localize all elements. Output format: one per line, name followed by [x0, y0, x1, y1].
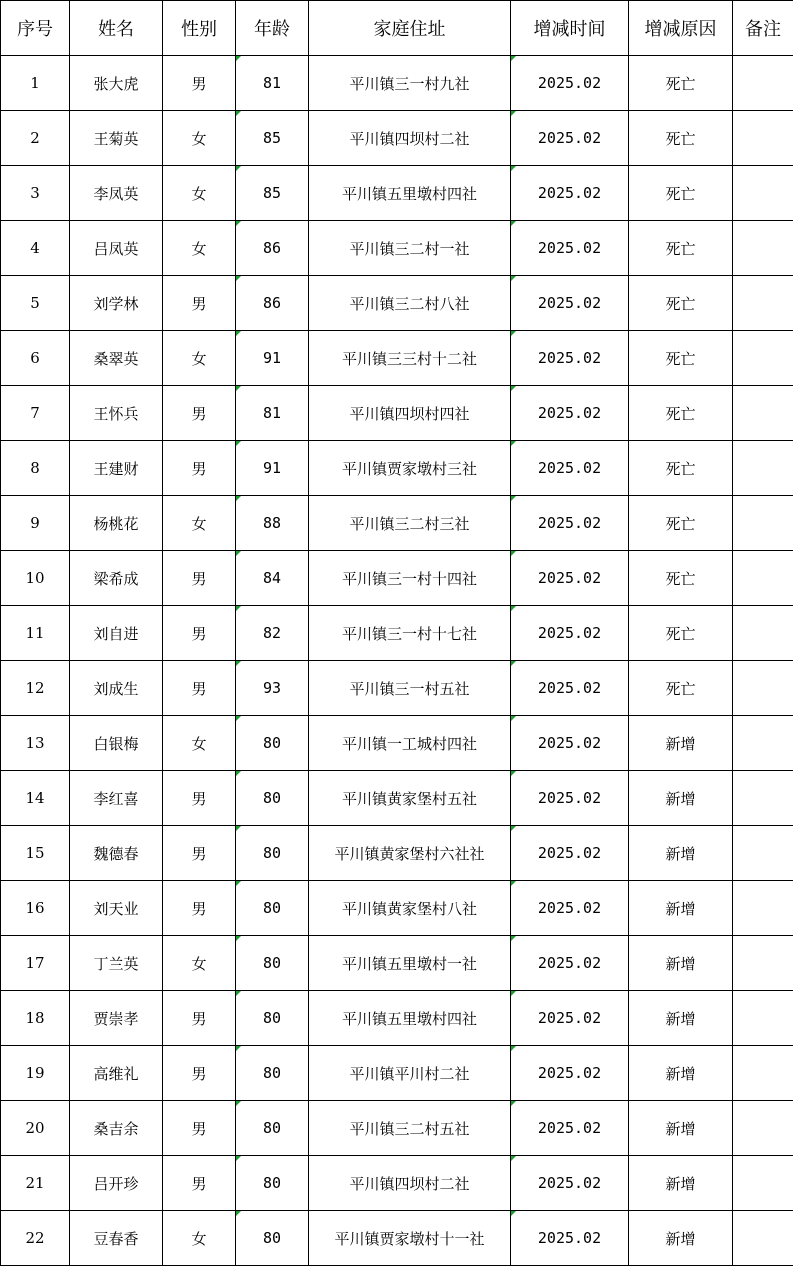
- cell-note[interactable]: [733, 1101, 793, 1156]
- table-row: [1, 166, 793, 221]
- cell-reason[interactable]: 死亡: [629, 441, 733, 496]
- table-row: [1, 386, 793, 441]
- header-cell-reason[interactable]: 增减原因: [629, 1, 733, 56]
- cell-address[interactable]: 平川镇三二村五社: [309, 1101, 511, 1156]
- cell-name[interactable]: 王建财: [70, 441, 163, 496]
- cell-reason[interactable]: 新增: [629, 881, 733, 936]
- cell-name[interactable]: 刘学林: [70, 276, 163, 331]
- cell-address[interactable]: 平川镇三二村一社: [309, 221, 511, 276]
- cell-gender[interactable]: 男: [163, 551, 236, 606]
- cell-note[interactable]: [733, 1156, 793, 1211]
- cell-gender[interactable]: 男: [163, 276, 236, 331]
- cell-note[interactable]: [733, 331, 793, 386]
- cell-name[interactable]: 杨桃花: [70, 496, 163, 551]
- cell-index[interactable]: 4: [1, 221, 70, 276]
- cell-age[interactable]: 85: [236, 166, 309, 221]
- cell-reason[interactable]: 死亡: [629, 166, 733, 221]
- header-cell-age[interactable]: 年龄: [236, 1, 309, 56]
- cell-name[interactable]: 高维礼: [70, 1046, 163, 1101]
- cell-age[interactable]: 81: [236, 56, 309, 111]
- table-row: [1, 496, 793, 551]
- cell-reason[interactable]: 死亡: [629, 551, 733, 606]
- cell-time[interactable]: 2025.02: [511, 936, 629, 991]
- cell-reason[interactable]: 新增: [629, 1101, 733, 1156]
- cell-name[interactable]: 梁希成: [70, 551, 163, 606]
- cell-gender[interactable]: 男: [163, 1046, 236, 1101]
- cell-gender[interactable]: 女: [163, 716, 236, 771]
- cell-address[interactable]: 平川镇三一村五社: [309, 661, 511, 716]
- cell-time[interactable]: 2025.02: [511, 1211, 629, 1266]
- cell-address[interactable]: 平川镇黄家堡村五社: [309, 771, 511, 826]
- cell-name[interactable]: 吕开珍: [70, 1156, 163, 1211]
- cell-index[interactable]: 5: [1, 276, 70, 331]
- cell-index[interactable]: 10: [1, 551, 70, 606]
- cell-reason[interactable]: 死亡: [629, 56, 733, 111]
- cell-gender[interactable]: 男: [163, 441, 236, 496]
- cell-time[interactable]: 2025.02: [511, 991, 629, 1046]
- cell-address[interactable]: 平川镇三一村十四社: [309, 551, 511, 606]
- cell-index[interactable]: 20: [1, 1101, 70, 1156]
- cell-age[interactable]: 88: [236, 496, 309, 551]
- cell-gender[interactable]: 女: [163, 1211, 236, 1266]
- cell-address[interactable]: 平川镇四坝村四社: [309, 386, 511, 441]
- cell-time[interactable]: 2025.02: [511, 1101, 629, 1156]
- cell-note[interactable]: [733, 1046, 793, 1101]
- cell-gender[interactable]: 男: [163, 771, 236, 826]
- table-header: [1, 1, 793, 56]
- cell-reason[interactable]: 新增: [629, 1211, 733, 1266]
- cell-note[interactable]: [733, 881, 793, 936]
- cell-address[interactable]: 平川镇平川村二社: [309, 1046, 511, 1101]
- cell-index[interactable]: 1: [1, 56, 70, 111]
- cell-time[interactable]: 2025.02: [511, 1046, 629, 1101]
- cell-name[interactable]: 吕凤英: [70, 221, 163, 276]
- cell-note[interactable]: [733, 221, 793, 276]
- cell-note[interactable]: [733, 56, 793, 111]
- cell-address[interactable]: 平川镇三三村十二社: [309, 331, 511, 386]
- cell-note[interactable]: [733, 111, 793, 166]
- cell-reason[interactable]: 新增: [629, 991, 733, 1046]
- cell-address[interactable]: 平川镇五里墩村四社: [309, 166, 511, 221]
- table-row: [1, 551, 793, 606]
- cell-name[interactable]: 贾崇孝: [70, 991, 163, 1046]
- cell-time[interactable]: 2025.02: [511, 826, 629, 881]
- cell-name[interactable]: 丁兰英: [70, 936, 163, 991]
- cell-reason[interactable]: 死亡: [629, 111, 733, 166]
- cell-note[interactable]: [733, 716, 793, 771]
- cell-address[interactable]: 平川镇三一村九社: [309, 56, 511, 111]
- cell-time[interactable]: 2025.02: [511, 166, 629, 221]
- cell-gender[interactable]: 男: [163, 881, 236, 936]
- cell-time[interactable]: 2025.02: [511, 111, 629, 166]
- cell-address[interactable]: 平川镇三一村十七社: [309, 606, 511, 661]
- table-row: [1, 606, 793, 661]
- cell-index[interactable]: 19: [1, 1046, 70, 1101]
- table-row: [1, 771, 793, 826]
- cell-address[interactable]: 平川镇五里墩村一社: [309, 936, 511, 991]
- cell-index[interactable]: 9: [1, 496, 70, 551]
- cell-age[interactable]: 80: [236, 771, 309, 826]
- cell-address[interactable]: 平川镇五里墩村四社: [309, 991, 511, 1046]
- table-row: [1, 1156, 793, 1211]
- cell-note[interactable]: [733, 1211, 793, 1266]
- cell-gender[interactable]: 男: [163, 1101, 236, 1156]
- cell-gender[interactable]: 男: [163, 1156, 236, 1211]
- cell-index[interactable]: 15: [1, 826, 70, 881]
- table-row: [1, 1211, 793, 1266]
- cell-note[interactable]: [733, 551, 793, 606]
- header-cell-address[interactable]: 家庭住址: [309, 1, 511, 56]
- cell-index[interactable]: 21: [1, 1156, 70, 1211]
- cell-note[interactable]: [733, 166, 793, 221]
- cell-index[interactable]: 6: [1, 331, 70, 386]
- cell-age[interactable]: 80: [236, 1156, 309, 1211]
- cell-time[interactable]: 2025.02: [511, 276, 629, 331]
- cell-time[interactable]: 2025.02: [511, 386, 629, 441]
- cell-name[interactable]: 李凤英: [70, 166, 163, 221]
- cell-time[interactable]: 2025.02: [511, 56, 629, 111]
- cell-note[interactable]: [733, 661, 793, 716]
- cell-reason[interactable]: 死亡: [629, 661, 733, 716]
- cell-gender[interactable]: 男: [163, 56, 236, 111]
- cell-index[interactable]: 17: [1, 936, 70, 991]
- cell-reason[interactable]: 新增: [629, 1156, 733, 1211]
- cell-reason[interactable]: 死亡: [629, 496, 733, 551]
- cell-address[interactable]: 平川镇一工城村四社: [309, 716, 511, 771]
- cell-age[interactable]: 80: [236, 991, 309, 1046]
- cell-name[interactable]: 张大虎: [70, 56, 163, 111]
- cell-gender[interactable]: 女: [163, 166, 236, 221]
- cell-age[interactable]: 80: [236, 716, 309, 771]
- table-row: [1, 716, 793, 771]
- cell-index[interactable]: 7: [1, 386, 70, 441]
- cell-index[interactable]: 16: [1, 881, 70, 936]
- table-row: [1, 881, 793, 936]
- table-row: [1, 221, 793, 276]
- table-body: [1, 56, 793, 1266]
- table-row: [1, 441, 793, 496]
- header-cell-name[interactable]: 姓名: [70, 1, 163, 56]
- cell-gender[interactable]: 女: [163, 111, 236, 166]
- table-row: [1, 1046, 793, 1101]
- table-row: [1, 331, 793, 386]
- cell-age[interactable]: 80: [236, 881, 309, 936]
- table-row: [1, 661, 793, 716]
- cell-address[interactable]: 平川镇贾家墩村十一社: [309, 1211, 511, 1266]
- cell-gender[interactable]: 女: [163, 331, 236, 386]
- table-row: [1, 826, 793, 881]
- header-cell-time[interactable]: 增减时间: [511, 1, 629, 56]
- cell-address[interactable]: 平川镇三二村三社: [309, 496, 511, 551]
- cell-gender[interactable]: 女: [163, 221, 236, 276]
- cell-gender[interactable]: 男: [163, 606, 236, 661]
- header-cell-note[interactable]: 备注: [733, 1, 793, 56]
- cell-time[interactable]: 2025.02: [511, 771, 629, 826]
- cell-reason[interactable]: 死亡: [629, 606, 733, 661]
- cell-index[interactable]: 11: [1, 606, 70, 661]
- cell-age[interactable]: 80: [236, 1046, 309, 1101]
- cell-time[interactable]: 2025.02: [511, 661, 629, 716]
- cell-name[interactable]: 刘成生: [70, 661, 163, 716]
- cell-time[interactable]: 2025.02: [511, 496, 629, 551]
- cell-gender[interactable]: 女: [163, 496, 236, 551]
- cell-reason[interactable]: 新增: [629, 826, 733, 881]
- cell-age[interactable]: 91: [236, 441, 309, 496]
- cell-time[interactable]: 2025.02: [511, 1156, 629, 1211]
- cell-age[interactable]: 84: [236, 551, 309, 606]
- table-row: [1, 276, 793, 331]
- cell-address[interactable]: 平川镇三二村八社: [309, 276, 511, 331]
- cell-note[interactable]: [733, 771, 793, 826]
- cell-index[interactable]: 2: [1, 111, 70, 166]
- cell-name[interactable]: 豆春香: [70, 1211, 163, 1266]
- cell-name[interactable]: 王怀兵: [70, 386, 163, 441]
- cell-reason[interactable]: 死亡: [629, 386, 733, 441]
- header-row: [1, 1, 793, 56]
- cell-name[interactable]: 李红喜: [70, 771, 163, 826]
- cell-reason[interactable]: 新增: [629, 716, 733, 771]
- cell-reason[interactable]: 死亡: [629, 276, 733, 331]
- cell-gender[interactable]: 男: [163, 826, 236, 881]
- cell-address[interactable]: 平川镇贾家墩村三社: [309, 441, 511, 496]
- cell-age[interactable]: 85: [236, 111, 309, 166]
- cell-time[interactable]: 2025.02: [511, 881, 629, 936]
- cell-index[interactable]: 3: [1, 166, 70, 221]
- cell-gender[interactable]: 男: [163, 991, 236, 1046]
- cell-note[interactable]: [733, 991, 793, 1046]
- header-cell-gender[interactable]: 性别: [163, 1, 236, 56]
- cell-name[interactable]: 白银梅: [70, 716, 163, 771]
- table-row: [1, 56, 793, 111]
- cell-name[interactable]: 魏德春: [70, 826, 163, 881]
- cell-note[interactable]: [733, 936, 793, 991]
- cell-reason[interactable]: 新增: [629, 936, 733, 991]
- cell-age[interactable]: 80: [236, 826, 309, 881]
- cell-index[interactable]: 22: [1, 1211, 70, 1266]
- cell-index[interactable]: 14: [1, 771, 70, 826]
- cell-age[interactable]: 80: [236, 1211, 309, 1266]
- cell-age[interactable]: 80: [236, 936, 309, 991]
- cell-age[interactable]: 86: [236, 221, 309, 276]
- cell-reason[interactable]: 死亡: [629, 331, 733, 386]
- table-row: [1, 1101, 793, 1156]
- cell-note[interactable]: [733, 386, 793, 441]
- table-row: [1, 111, 793, 166]
- cell-name[interactable]: 桑吉余: [70, 1101, 163, 1156]
- cell-age[interactable]: 82: [236, 606, 309, 661]
- cell-note[interactable]: [733, 496, 793, 551]
- cell-address[interactable]: 平川镇黄家堡村六社社: [309, 826, 511, 881]
- cell-age[interactable]: 80: [236, 1101, 309, 1156]
- cell-address[interactable]: 平川镇黄家堡村八社: [309, 881, 511, 936]
- cell-index[interactable]: 8: [1, 441, 70, 496]
- cell-index[interactable]: 13: [1, 716, 70, 771]
- cell-name[interactable]: 刘天业: [70, 881, 163, 936]
- cell-gender[interactable]: 女: [163, 936, 236, 991]
- cell-age[interactable]: 81: [236, 386, 309, 441]
- cell-index[interactable]: 12: [1, 661, 70, 716]
- cell-reason[interactable]: 死亡: [629, 221, 733, 276]
- cell-name[interactable]: 刘自进: [70, 606, 163, 661]
- cell-age[interactable]: 91: [236, 331, 309, 386]
- table-row: [1, 991, 793, 1046]
- cell-time[interactable]: 2025.02: [511, 606, 629, 661]
- cell-name[interactable]: 王菊英: [70, 111, 163, 166]
- cell-gender[interactable]: 男: [163, 386, 236, 441]
- header-cell-index[interactable]: 序号: [1, 1, 70, 56]
- cell-index[interactable]: 18: [1, 991, 70, 1046]
- cell-address[interactable]: 平川镇四坝村二社: [309, 1156, 511, 1211]
- cell-note[interactable]: [733, 441, 793, 496]
- cell-age[interactable]: 86: [236, 276, 309, 331]
- cell-note[interactable]: [733, 276, 793, 331]
- cell-time[interactable]: 2025.02: [511, 331, 629, 386]
- table-row: [1, 936, 793, 991]
- cell-time[interactable]: 2025.02: [511, 441, 629, 496]
- cell-note[interactable]: [733, 826, 793, 881]
- cell-time[interactable]: 2025.02: [511, 716, 629, 771]
- cell-reason[interactable]: 新增: [629, 771, 733, 826]
- cell-time[interactable]: 2025.02: [511, 551, 629, 606]
- cell-reason[interactable]: 新增: [629, 1046, 733, 1101]
- cell-name[interactable]: 桑翠英: [70, 331, 163, 386]
- cell-age[interactable]: 93: [236, 661, 309, 716]
- cell-note[interactable]: [733, 606, 793, 661]
- cell-gender[interactable]: 男: [163, 661, 236, 716]
- cell-time[interactable]: 2025.02: [511, 221, 629, 276]
- cell-address[interactable]: 平川镇四坝村二社: [309, 111, 511, 166]
